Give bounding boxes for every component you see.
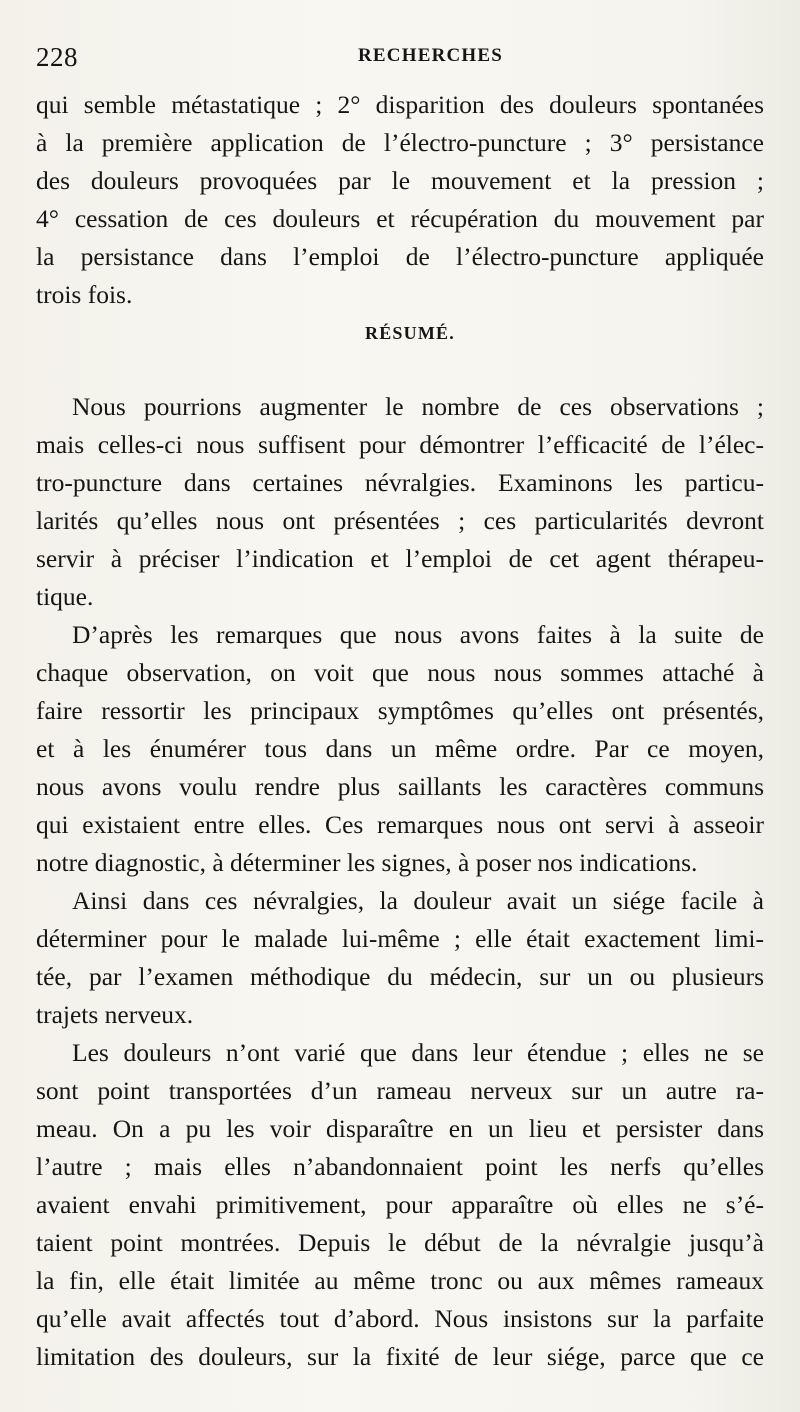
text-line: qui existaient entre elles. Ces remarques nous ont servi à asseoir [36,810,764,839]
text-line: qu’elle avait affectés tout d’abord. Nous insistons sur la parfaite [36,1304,764,1333]
text-line: Les douleurs n’ont varié que dans leur étendue ; elles ne se [72,1038,764,1067]
text-line: trois fois. [36,280,133,309]
text-line: l’autre ; mais elles n’abandonnaient point les nerfs qu’elles [36,1152,764,1181]
text-line: D’après les remarques que nous avons faites à la suite de [72,620,764,649]
text-line: taient point montrées. Depuis le début de la névralgie jusqu’à [36,1228,764,1257]
text-line: servir à préciser l’indication et l’emploi de cet agent thérapeu- [36,544,764,573]
text-line: déterminer pour le malade lui-même ; elle était exactement limi- [36,924,764,953]
running-head: RECHERCHES [358,45,504,66]
text-line: à la première application de l’électro-puncture ; 3° persistance [36,128,764,157]
text-line: mais celles-ci nous suffisent pour démontrer l’efficacité de l’élec- [36,430,764,459]
text-line: nous avons voulu rendre plus saillants les caractères communs [36,772,764,801]
text-line: limitation des douleurs, sur la fixité de leur siége, parce que ce [36,1342,764,1371]
paragraph [36,1034,764,1376]
text-line: avaient envahi primitivement, pour apparaître où elles ne s’é- [36,1190,764,1219]
text-line: larités qu’elles nous ont présentées ; ces particularités devront [36,506,764,535]
text-line: tro-puncture dans certaines névralgies. Examinons les particu- [36,468,764,497]
page-header [36,42,756,76]
text-line: tée, par l’examen méthodique du médecin, sur un ou plusieurs [36,962,764,991]
text-line: la fin, elle était limitée au même tronc ou aux mêmes rameaux [36,1266,764,1295]
paragraph-continuation [36,86,764,314]
paragraph [36,882,764,1034]
text-line: qui semble métastatique ; 2° disparition des douleurs spontanées [36,90,764,119]
text-line: faire ressortir les principaux symptômes qu’elles ont présentés, [36,696,764,725]
text-line: Ainsi dans ces névralgies, la douleur avait un siége facile à [72,886,764,915]
text-line: Nous pourrions augmenter le nombre de ces observations ; [72,392,764,421]
text-line: meau. On a pu les voir disparaître en un lieu et persister dans [36,1114,764,1143]
text-line: trajets nerveux. [36,1000,194,1029]
paragraph [36,616,764,882]
paragraph [36,388,764,616]
text-line: la persistance dans l’emploi de l’électro-puncture appliquée [36,242,764,271]
text-line: chaque observation, on voit que nous nous sommes attaché à [36,658,764,687]
spacer [36,352,764,388]
body-text [36,86,764,1376]
text-line: notre diagnostic, à déterminer les signes, à poser nos indications. [36,848,698,877]
section-heading: RÉSUMÉ. [365,323,455,343]
text-line: tique. [36,582,94,611]
page-number: 228 [36,42,78,72]
text-line: 4° cessation de ces douleurs et récupération du mouvement par [36,204,764,233]
text-line: des douleurs provoquées par le mouvement et la pression ; [36,166,764,195]
text-line: et à les énumérer tous dans un même ordre. Par ce moyen, [36,734,764,763]
text-line: sont point transportées d’un rameau nerveux sur un autre ra- [36,1076,764,1105]
